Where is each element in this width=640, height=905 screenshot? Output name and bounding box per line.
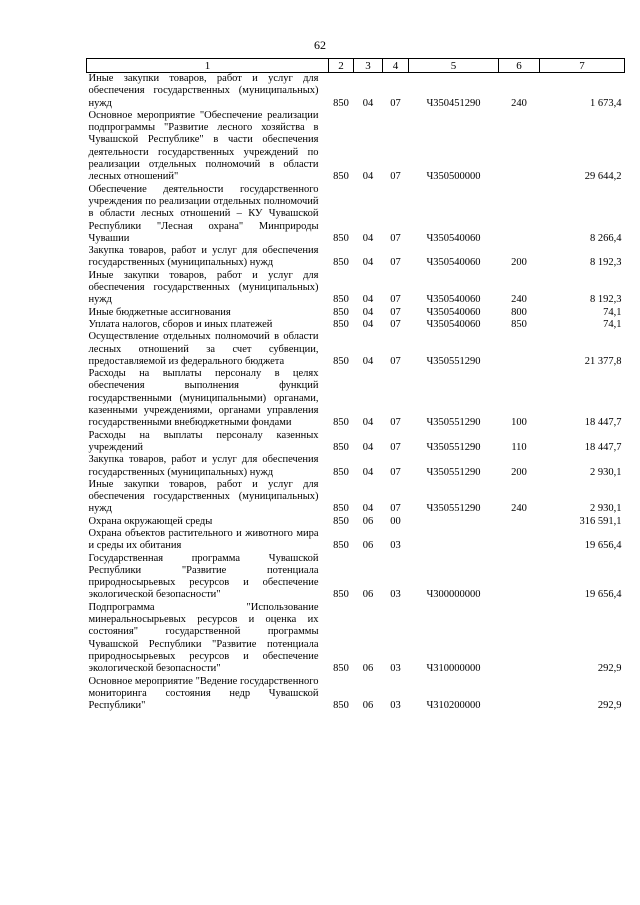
row-target-article: Ч310200000 <box>426 700 481 712</box>
row-ministry-code: 850 <box>333 355 349 367</box>
row-amount: 8 192,3 <box>590 294 622 306</box>
row-expense-type: 240 <box>511 97 527 109</box>
column-header: 4 <box>383 59 409 73</box>
row-subsection-code: 07 <box>390 417 401 429</box>
row-section-code: 06 <box>362 663 374 675</box>
row-name: Расходы на выплаты персоналу казенных учреждений <box>88 429 319 453</box>
table-row <box>87 454 625 479</box>
table-row <box>87 528 625 553</box>
row-ministry-code: 850 <box>333 294 349 306</box>
row-expense-type: 110 <box>511 441 527 453</box>
row-name: Иные закупки товаров, работ и услуг для обеспечения государственных (муниципальных) нужд <box>88 269 319 306</box>
row-subsection-code: 07 <box>390 306 401 318</box>
row-amount: 8 266,4 <box>590 232 622 244</box>
row-target-article: Ч310000000 <box>426 663 481 675</box>
row-ministry-code: 850 <box>333 97 349 109</box>
row-expense-type: 850 <box>511 318 527 330</box>
column-header: 7 <box>540 59 625 73</box>
row-subsection-code: 07 <box>390 97 401 109</box>
row-target-article: Ч350540060 <box>426 257 481 269</box>
row-subsection-code: 07 <box>390 294 401 306</box>
row-expense-type <box>499 528 540 553</box>
row-target-article: Ч350540060 <box>426 232 481 244</box>
table-header-row <box>87 59 625 73</box>
row-subsection-code: 03 <box>390 700 401 712</box>
table-row <box>87 516 625 528</box>
row-ministry-code: 850 <box>333 306 349 318</box>
row-name: Основное мероприятие "Обеспечение реализации подпрограммы "Развитие лесного хозяйства в Чувашской Республике" в части обеспечения деятельности государственных учреждений по реализации отдельных полномочий в области лесных отношений" <box>88 109 319 183</box>
row-name: Уплата налогов, сборов и иных платежей <box>88 318 273 330</box>
row-expense-type: 100 <box>511 417 527 429</box>
row-amount: 1 673,4 <box>590 97 622 109</box>
row-name: Основное мероприятие "Ведение государственного мониторинга состояния недр Чувашской Республики" <box>88 675 319 712</box>
row-target-article: Ч350551290 <box>426 417 481 429</box>
row-target-article: Ч350551290 <box>426 466 481 478</box>
row-section-code: 06 <box>362 515 374 527</box>
row-target-article: Ч350551290 <box>426 503 481 515</box>
table-row <box>87 676 625 713</box>
row-ministry-code: 850 <box>333 700 349 712</box>
row-subsection-code: 03 <box>390 589 401 601</box>
page-number: 62 <box>314 38 326 52</box>
table-row <box>87 184 625 245</box>
row-ministry-code: 850 <box>333 232 349 244</box>
row-name: Осуществление отдельных полномочий в области лесных отношений за счет субвенции, предоставляемой из федерального бюджета <box>88 331 319 367</box>
row-ministry-code: 850 <box>333 589 349 601</box>
row-section-code: 06 <box>362 700 374 712</box>
row-subsection-code: 07 <box>390 355 401 367</box>
row-name: Подпрограмма "Использование минеральносырьевых ресурсов и оценка их состояния" государственной программы Чувашской Республики "Развитие потенциала природносырьевых ресурсов и обеспечение экологической безопасности" <box>88 601 319 675</box>
row-subsection-code: 07 <box>390 232 401 244</box>
row-target-article: Ч350540060 <box>426 294 481 306</box>
row-amount: 74,1 <box>603 318 622 330</box>
row-section-code: 06 <box>362 540 374 552</box>
row-section-code: 04 <box>362 441 374 453</box>
row-section-code: 04 <box>362 466 374 478</box>
row-expense-type <box>499 676 540 713</box>
table-row <box>87 245 625 270</box>
row-expense-type: 240 <box>511 294 527 306</box>
row-amount: 18 447,7 <box>584 441 622 453</box>
row-section-code: 04 <box>362 257 374 269</box>
column-header: 6 <box>499 59 540 73</box>
row-target-article: Ч350540060 <box>426 318 481 330</box>
row-ministry-code: 850 <box>333 663 349 675</box>
row-amount: 74,1 <box>603 306 622 318</box>
row-name: Обеспечение деятельности государственного учреждения по реализации отдельных полномочий в области лесных отношений – КУ Чувашской Республики "Лесная охрана" Минприроды Чувашии <box>88 183 319 244</box>
row-name: Государственная программа Чувашской Республики "Развитие потенциала природносырьевых ресурсов и обеспечение экологической безопасности" <box>88 552 319 601</box>
row-section-code: 04 <box>362 97 374 109</box>
table-row <box>87 331 625 368</box>
row-ministry-code: 850 <box>333 257 349 269</box>
row-ministry-code: 850 <box>333 318 349 330</box>
table-row <box>87 110 625 184</box>
table-row <box>87 270 625 307</box>
row-name: Охрана объектов растительного и животного мира и среды их обитания <box>88 527 319 552</box>
row-name: Иные закупки товаров, работ и услуг для обеспечения государственных (муниципальных) нужд <box>88 478 319 515</box>
column-header: 5 <box>409 59 499 73</box>
row-amount: 292,9 <box>597 663 622 675</box>
row-subsection-code: 00 <box>390 515 401 527</box>
row-target-article: Ч300000000 <box>426 589 481 601</box>
row-section-code: 04 <box>362 294 374 306</box>
row-amount: 292,9 <box>597 700 622 712</box>
row-expense-type: 200 <box>511 257 527 269</box>
row-amount: 2 930,1 <box>590 466 622 478</box>
table-body <box>87 73 625 713</box>
row-target-article <box>409 528 499 553</box>
row-expense-type <box>499 184 540 245</box>
row-amount: 18 447,7 <box>584 417 622 429</box>
column-header: 3 <box>354 59 383 73</box>
row-amount: 29 644,2 <box>584 171 622 183</box>
column-header: 2 <box>329 59 354 73</box>
row-subsection-code: 07 <box>390 441 401 453</box>
column-header: 1 <box>87 59 329 73</box>
row-expense-type: 800 <box>511 306 527 318</box>
row-amount: 8 192,3 <box>590 257 622 269</box>
table-row <box>87 553 625 602</box>
row-target-article: Ч350540060 <box>426 306 481 318</box>
row-name: Закупка товаров, работ и услуг для обеспечения государственных (муниципальных) нужд <box>88 245 319 269</box>
row-section-code: 06 <box>362 589 374 601</box>
table-row <box>87 479 625 516</box>
row-amount: 21 377,8 <box>584 355 622 367</box>
row-section-code: 04 <box>362 503 374 515</box>
table-row <box>87 319 625 331</box>
row-subsection-code: 03 <box>390 663 401 675</box>
row-section-code: 04 <box>362 171 374 183</box>
row-ministry-code: 850 <box>333 540 349 552</box>
row-name: Охрана окружающей среды <box>88 515 213 527</box>
row-target-article: Ч350500000 <box>426 171 481 183</box>
row-subsection-code: 07 <box>390 503 401 515</box>
row-amount: 19 656,4 <box>584 540 622 552</box>
row-expense-type <box>499 553 540 602</box>
row-expense-type: 240 <box>511 503 527 515</box>
row-section-code: 04 <box>362 232 374 244</box>
table-row <box>87 368 625 429</box>
row-section-code: 04 <box>362 318 374 330</box>
row-subsection-code: 07 <box>390 466 401 478</box>
row-target-article: Ч350551290 <box>426 355 481 367</box>
row-expense-type <box>499 331 540 368</box>
row-expense-type <box>499 516 540 528</box>
table-row <box>87 307 625 319</box>
row-target-article <box>409 516 499 528</box>
row-expense-type <box>499 110 540 184</box>
table-row <box>87 73 625 110</box>
row-name: Иные бюджетные ассигнования <box>88 306 231 318</box>
row-ministry-code: 850 <box>333 417 349 429</box>
budget-table <box>86 58 625 712</box>
row-amount: 316 591,1 <box>579 515 622 527</box>
row-target-article: Ч350451290 <box>426 97 481 109</box>
row-expense-type <box>499 602 540 676</box>
row-subsection-code: 07 <box>390 171 401 183</box>
row-subsection-code: 03 <box>390 540 401 552</box>
row-subsection-code: 07 <box>390 318 401 330</box>
row-name: Закупка товаров, работ и услуг для обеспечения государственных (муниципальных) нужд <box>88 454 319 478</box>
row-ministry-code: 850 <box>333 466 349 478</box>
row-section-code: 04 <box>362 355 374 367</box>
row-section-code: 04 <box>362 417 374 429</box>
table-row <box>87 430 625 455</box>
row-ministry-code: 850 <box>333 515 349 527</box>
row-amount: 2 930,1 <box>590 503 622 515</box>
row-ministry-code: 850 <box>333 441 349 453</box>
row-name: Иные закупки товаров, работ и услуг для обеспечения государственных (муниципальных) нужд <box>88 73 319 109</box>
row-name: Расходы на выплаты персоналу в целях обеспечения выполнения функций государственными (муниципальными) органами, казенными учреждениями, органами управления государственными внебюджетными фондами <box>88 368 319 429</box>
row-ministry-code: 850 <box>333 503 349 515</box>
table-row <box>87 602 625 676</box>
row-target-article: Ч350551290 <box>426 441 481 453</box>
row-ministry-code: 850 <box>333 171 349 183</box>
row-section-code: 04 <box>362 306 374 318</box>
row-subsection-code: 07 <box>390 257 401 269</box>
row-amount: 19 656,4 <box>584 589 622 601</box>
row-expense-type: 200 <box>511 466 527 478</box>
